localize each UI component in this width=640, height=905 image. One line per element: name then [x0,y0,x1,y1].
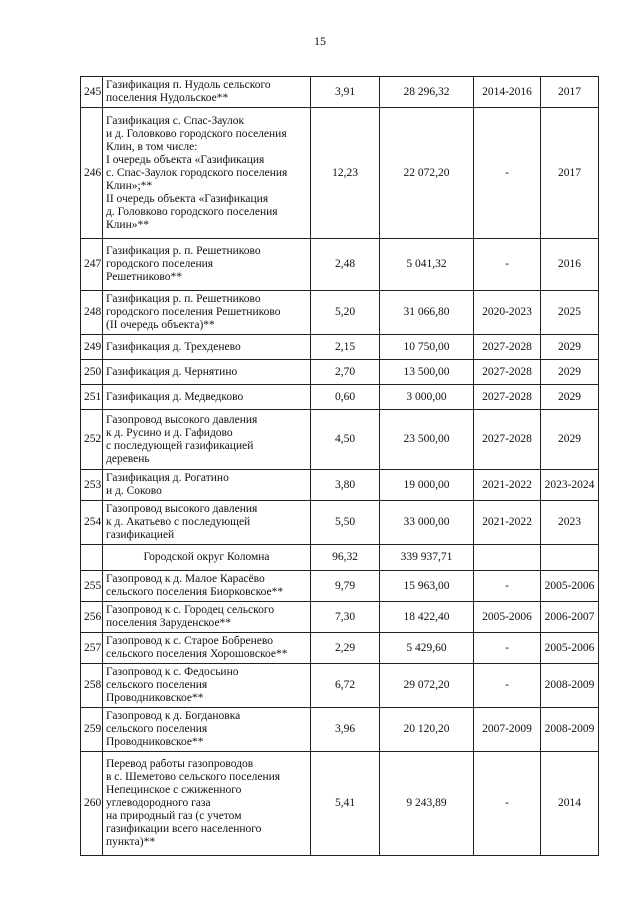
row-number: 260 [81,752,103,856]
design-period: 2027-2028 [474,360,541,385]
pipeline-length: 96,32 [311,545,380,571]
construction-period: 2029 [541,385,599,410]
construction-period: 2006-2007 [541,602,599,633]
pipeline-length: 6,72 [311,664,380,708]
object-name: Газопровод к с. Городец сельского поселения Заруденское** [103,602,311,633]
design-period: 2020-2023 [474,291,541,335]
object-name: Городской округ Коломна [103,545,311,571]
object-name: Газопровод к д. Малое Карасёво сельского поселения Биорковское** [103,571,311,602]
design-period: - [474,664,541,708]
object-name: Газификация д. Трехденево [103,335,311,360]
row-number: 250 [81,360,103,385]
cost-value: 29 072,20 [380,664,474,708]
row-number: 251 [81,385,103,410]
design-period: 2005-2006 [474,602,541,633]
row-number: 253 [81,470,103,501]
table-row [81,752,599,856]
table-row [81,360,599,385]
table-section-row [81,545,599,571]
cost-value: 31 066,80 [380,291,474,335]
cost-value: 33 000,00 [380,501,474,545]
construction-period [541,545,599,571]
page-number: 15 [314,34,326,48]
pipeline-length: 2,29 [311,633,380,664]
table-row [81,571,599,602]
pipeline-length: 4,50 [311,410,380,470]
cost-value: 18 422,40 [380,602,474,633]
pipeline-length: 3,80 [311,470,380,501]
design-period [474,545,541,571]
cost-value: 20 120,20 [380,708,474,752]
design-period: - [474,752,541,856]
pipeline-length: 2,48 [311,239,380,291]
pipeline-length: 9,79 [311,571,380,602]
cost-value: 9 243,89 [380,752,474,856]
construction-period: 2008-2009 [541,708,599,752]
row-number: 254 [81,501,103,545]
object-name: Газификация д. Медведково [103,385,311,410]
table-row [81,470,599,501]
cost-value: 28 296,32 [380,77,474,108]
row-number: 252 [81,410,103,470]
table-row [81,708,599,752]
pipeline-length: 2,15 [311,335,380,360]
row-number: 258 [81,664,103,708]
gasification-table [80,76,599,856]
row-number: 257 [81,633,103,664]
design-period: - [474,571,541,602]
pipeline-length: 5,41 [311,752,380,856]
object-name: Газификация р. п. Решетниково городского поселения Решетниково (II очередь объекта)** [103,291,311,335]
construction-period: 2017 [541,77,599,108]
object-name: Газификация д. Чернятино [103,360,311,385]
construction-period: 2029 [541,335,599,360]
row-number: 249 [81,335,103,360]
design-period: 2027-2028 [474,385,541,410]
object-name: Газификация с. Спас-Заулок и д. Головково городского поселения Клин, в том числе: I очередь объекта «Газификация с. Спас-Заулок городского поселения Клин»;** II очередь объекта «Газификация д. Головково городского поселения Клин»** [103,108,311,239]
table-row [81,335,599,360]
design-period: 2014-2016 [474,77,541,108]
construction-period: 2029 [541,360,599,385]
design-period: 2027-2028 [474,335,541,360]
pipeline-length: 0,60 [311,385,380,410]
object-name: Газопровод к с. Федосьино сельского поселения Проводниковское** [103,664,311,708]
cost-value: 13 500,00 [380,360,474,385]
pipeline-length: 12,23 [311,108,380,239]
object-name: Газопровод к д. Богдановка сельского поселения Проводниковское** [103,708,311,752]
row-number: 246 [81,108,103,239]
design-period: 2021-2022 [474,501,541,545]
cost-value: 19 000,00 [380,470,474,501]
row-number: 256 [81,602,103,633]
object-name: Газопровод высокого давления к д. Акатьево с последующей газификацией [103,501,311,545]
table-row [81,602,599,633]
construction-period: 2023 [541,501,599,545]
row-number: 255 [81,571,103,602]
pipeline-length: 3,96 [311,708,380,752]
design-period: 2021-2022 [474,470,541,501]
design-period: - [474,633,541,664]
pipeline-length: 3,91 [311,77,380,108]
design-period: - [474,108,541,239]
pipeline-length: 5,20 [311,291,380,335]
row-number [81,545,103,571]
cost-value: 5 041,32 [380,239,474,291]
construction-period: 2016 [541,239,599,291]
construction-period: 2014 [541,752,599,856]
object-name: Газификация д. Рогатино и д. Соково [103,470,311,501]
row-number: 259 [81,708,103,752]
table-row [81,410,599,470]
construction-period: 2025 [541,291,599,335]
pipeline-length: 5,50 [311,501,380,545]
cost-value: 339 937,71 [380,545,474,571]
cost-value: 22 072,20 [380,108,474,239]
cost-value: 15 963,00 [380,571,474,602]
object-name: Газопровод к с. Старое Бобренево сельского поселения Хорошовское** [103,633,311,664]
table-row [81,108,599,239]
row-number: 245 [81,77,103,108]
row-number: 248 [81,291,103,335]
row-number: 247 [81,239,103,291]
construction-period: 2005-2006 [541,633,599,664]
table-row [81,239,599,291]
design-period: 2027-2028 [474,410,541,470]
table-row [81,385,599,410]
cost-value: 23 500,00 [380,410,474,470]
object-name: Перевод работы газопроводов в с. Шеметово сельского поселения Непецинское с сжиженного углеводородного газа на природный газ (с учетом газификации всего населенного пункта)** [103,752,311,856]
table-row [81,77,599,108]
design-period: - [474,239,541,291]
pipeline-length: 2,70 [311,360,380,385]
table-row [81,291,599,335]
object-name: Газификация п. Нудоль сельского поселения Нудольское** [103,77,311,108]
pipeline-length: 7,30 [311,602,380,633]
cost-value: 3 000,00 [380,385,474,410]
construction-period: 2029 [541,410,599,470]
design-period: 2007-2009 [474,708,541,752]
construction-period: 2008-2009 [541,664,599,708]
construction-period: 2005-2006 [541,571,599,602]
object-name: Газификация р. п. Решетниково городского поселения Решетниково** [103,239,311,291]
construction-period: 2017 [541,108,599,239]
table-row [81,664,599,708]
cost-value: 10 750,00 [380,335,474,360]
cost-value: 5 429,60 [380,633,474,664]
table-row [81,633,599,664]
table-row [81,501,599,545]
object-name: Газопровод высокого давления к д. Русино и д. Гафидово с последующей газификацией деревень [103,410,311,470]
construction-period: 2023-2024 [541,470,599,501]
